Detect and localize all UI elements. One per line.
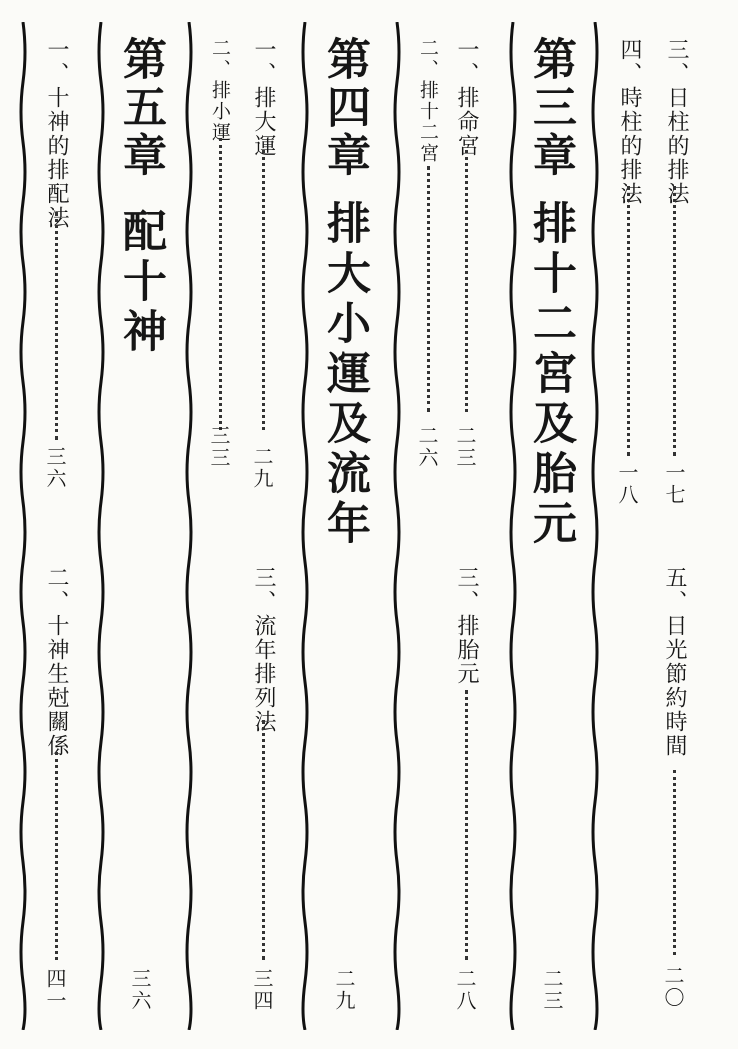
toc-entry-ch4-2-page: 三三 (207, 425, 231, 469)
toc-entry-ch3-1-label: 一、排命宮 (454, 38, 479, 158)
dot-leader (219, 138, 226, 430)
chapter-4-number: 第四章 (319, 36, 370, 180)
toc-entry-ch4-3-label: 三、流年排列法 (251, 566, 276, 734)
chapter-4-page: 二九 (332, 968, 356, 1012)
chapter-5-page: 三六 (128, 968, 152, 1012)
toc-entry-4-label: 四、時柱的排法 (617, 38, 642, 206)
toc-entry-ch3-2-page: 二六 (415, 425, 439, 469)
dot-leader (427, 166, 434, 412)
toc-entry-ch3-2-label: 二、排十二宮 (417, 38, 439, 164)
column-rule (18, 22, 28, 1030)
dot-leader (55, 212, 62, 440)
toc-entry-3-page: 一七 (662, 462, 686, 506)
toc-entry-ch5-1-label: 一、十神的排配法 (44, 38, 69, 230)
toc-entry-ch4-1-page: 二九 (250, 446, 274, 490)
chapter-4-title: 排大小運及流年 (319, 200, 370, 550)
chapter-3-page: 二三 (540, 968, 564, 1012)
column-rule (96, 22, 106, 1030)
dot-leader (55, 752, 62, 960)
toc-entry-4-page: 一八 (615, 462, 639, 506)
dot-leader (465, 150, 472, 412)
toc-entry-5-label: 五、日光節約時間 (662, 566, 687, 758)
dot-leader (673, 770, 680, 955)
toc-entry-ch5-1-page: 三六 (43, 446, 67, 490)
dot-leader (627, 186, 634, 456)
column-rule (590, 22, 600, 1030)
toc-entry-ch3-3-page: 二八 (453, 968, 477, 1012)
chapter-3-number: 第三章 (525, 36, 576, 180)
toc-entry-ch5-2-label: 二、十神生尅關係 (44, 566, 69, 758)
toc-entry-ch5-2-page: 四一 (43, 968, 67, 1012)
dot-leader (262, 720, 269, 960)
column-rule (184, 22, 194, 1030)
toc-entry-3-label: 三、日柱的排法 (664, 38, 689, 206)
column-rule (300, 22, 310, 1030)
column-rule (508, 22, 518, 1030)
column-rule (392, 22, 402, 1030)
toc-entry-ch3-1-page: 二三 (453, 425, 477, 469)
toc-entry-ch4-2-label: 二、排小運 (209, 38, 231, 143)
dot-leader (465, 690, 472, 960)
toc-entry-5-page: 二〇 (661, 965, 685, 1009)
toc-entry-ch4-3-page: 三四 (250, 968, 274, 1012)
chapter-5-title: 配十神 (115, 208, 166, 358)
toc-entry-ch4-1-label: 一、排大運 (251, 38, 276, 158)
dot-leader (262, 150, 269, 430)
chapter-3-title: 排十二宮及胎元 (525, 200, 576, 550)
dot-leader (673, 186, 680, 456)
chapter-5-number: 第五章 (115, 36, 166, 180)
toc-entry-ch3-3-label: 三、排胎元 (454, 566, 479, 686)
